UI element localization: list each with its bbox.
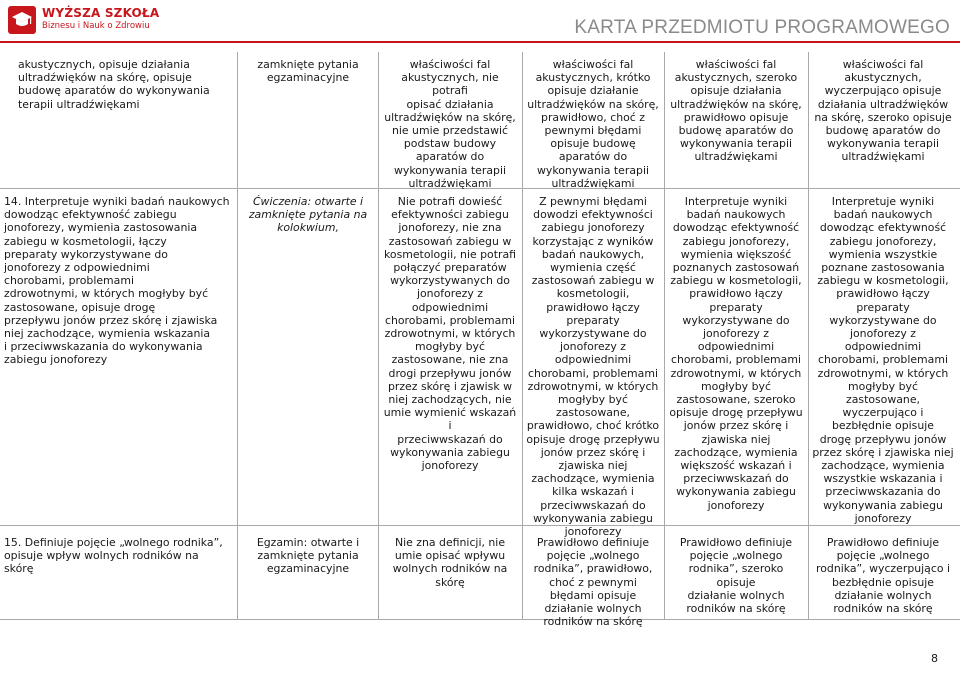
table-cell-grade-5: Interpretuje wyniki badań naukowych dowodząc efektywność zabiegu jonoforezy, wymienia wszystkie poznane zastosowania zabiegu w kosmetologii, prawidłowo łączy preparaty wykorzystywane do jonoforezy z odpowiednimi chorobami, problemami zdrowotnymi, w których mogłyby być zastosowane, wyczerpująco i bezbłędnie opisuje drogę przepływu jonów przez skórę i zjawiska niej zachodzące, wymienia wszystkie wskazania i przeciwwskazania do wykonywania zabiegu jonoforezy (812, 195, 954, 525)
row-divider (0, 619, 960, 620)
table-cell-effect: akustycznych, opisuje działania ultradźwięków na skórę, opisuje budowę aparatów do wykonywania terapii ultradźwiękami (18, 58, 210, 111)
logo-subtitle: Biznesu i Nauk o Zdrowiu (42, 21, 150, 31)
table-cell-grade-2: właściwości fal akustycznych, nie potrafi opisać działania ultradźwięków na skórę, nie umie przedstawić podstaw budowy aparatów do wykonywania terapii ultradźwiękami (384, 58, 516, 190)
column-divider (378, 52, 379, 620)
table-cell-method: Ćwiczenia: otwarte i zamknięte pytania na kolokwium, (248, 195, 368, 235)
table-cell-effect: 14. Interpretuje wyniki badań naukowych dowodząc efektywność zabiegu jonoforezy, wymienia zastosowania zabiegu w kosmetologii, łączy preparaty wykorzystywane do jonoforezy z odpowiednimi chorobami, problemami zdrowotnymi, w których mogłyby być zastosowane, opisuje drogę przepływu jonów przez skórę i zjawiska niej zachodzące, wymienia wskazania i przeciwwskazania do wykonywania zabiegu jonoforezy (4, 195, 230, 367)
column-divider (237, 52, 238, 620)
document-title: KARTA PRZEDMIOTU PROGRAMOWEGO (574, 17, 950, 38)
row-divider (0, 525, 960, 526)
table-cell-method: zamknięte pytania egzaminacyjne (257, 58, 359, 85)
column-divider (522, 52, 523, 620)
table-cell-grade-2: Nie potrafi dowieść efektywności zabiegu jonoforezy, nie zna zastosowań zabiegu w kosmetologii, nie potrafi połączyć preparatów wykorzystywanych do jonoforezy z odpowiednimi chorobami, problemami zdrowotnymi, w których mogłyby być zastosowane, nie zna drogi przepływu jonów przez skórę i zjawisk w niej zachodzących, nie umie wymienić wskazań i przeciwwskazań do wykonywania zabiegu jonoforezy (383, 195, 517, 473)
table-cell-effect: 15. Definiuje pojęcie „wolnego rodnika”, opisuje wpływ wolnych rodników na skórę (4, 536, 223, 576)
table-cell-grade-4: Interpretuje wyniki badań naukowych dowodząc efektywność zabiegu jonoforezy, wymienia większość poznanych zastosowań zabiegu w kosmetologii, prawidłowo łączy preparaty wykorzystywane do jonoforezy z odpowiednimi chorobami, problemami zdrowotnymi, w których mogłyby być zastosowane, szeroko opisuje drogę przepływu jonów przez skórę i zjawiska niej zachodzące, wymienia większość wskazań i przeciwwskazań do wykonywania zabiegu jonoforezy (669, 195, 803, 512)
column-divider (808, 52, 809, 620)
graduation-cap-icon (8, 6, 36, 34)
page-header (0, 0, 960, 42)
table-cell-grade-5: Prawidłowo definiuje pojęcie „wolnego rodnika”, wyczerpująco i bezbłędnie opisuje działanie wolnych rodników na skórę (816, 536, 950, 616)
column-divider (664, 52, 665, 620)
table-cell-grade-3: Z pewnymi błędami dowodzi efektywności zabiegu jonoforezy korzystając z wyników badań naukowych, wymienia część zastosowań zabiegu w kosmetologii, prawidłowo łączy preparaty wykorzystywane do jonoforezy z odpowiednimi chorobami, problemami zdrowotnymi, w których mogłyby być zastosowane, prawidłowo, choć krótko opisuje drogę przepływu jonów przez skórę i zjawiska niej zachodzące, wymienia kilka wskazań i przeciwwskazań do wykonywania zabiegu jonoforezy (526, 195, 660, 539)
table-cell-grade-2: Nie zna definicji, nie umie opisać wpływu wolnych rodników na skórę (392, 536, 508, 589)
table-cell-grade-4: Prawidłowo definiuje pojęcie „wolnego rodnika”, szeroko opisuje działanie wolnych rodników na skórę (679, 536, 793, 616)
table-cell-grade-4: właściwości fal akustycznych, szeroko opisuje działania ultradźwięków na skórę, prawidłowo opisuje budowę aparatów do wykonywania terapii ultradźwiękami (670, 58, 802, 164)
school-logo (8, 6, 158, 36)
page-number: 8 (931, 652, 938, 665)
table-cell-grade-3: Prawidłowo definiuje pojęcie „wolnego rodnika”, prawidłowo, choć z pewnymi błędami opisuje działanie wolnych rodników na skórę (533, 536, 653, 629)
assessment-table (0, 52, 960, 629)
header-divider (0, 41, 960, 43)
table-cell-grade-5: właściwości fal akustycznych, wyczerpująco opisuje działania ultradźwięków na skórę, szeroko opisuje budowę aparatów do wykonywania terapii ultradźwiękami (814, 58, 952, 164)
table-cell-grade-3: właściwości fal akustycznych, krótko opisuje działanie ultradźwięków na skórę, prawidłowo, choć z pewnymi błędami opisuje budowę aparatów do wykonywania terapii ultradźwiękami (527, 58, 659, 190)
logo-title: WYŻSZA SZKOŁA (42, 6, 160, 20)
table-cell-method: Egzamin: otwarte i zamknięte pytania egzaminacyjne (256, 536, 360, 576)
